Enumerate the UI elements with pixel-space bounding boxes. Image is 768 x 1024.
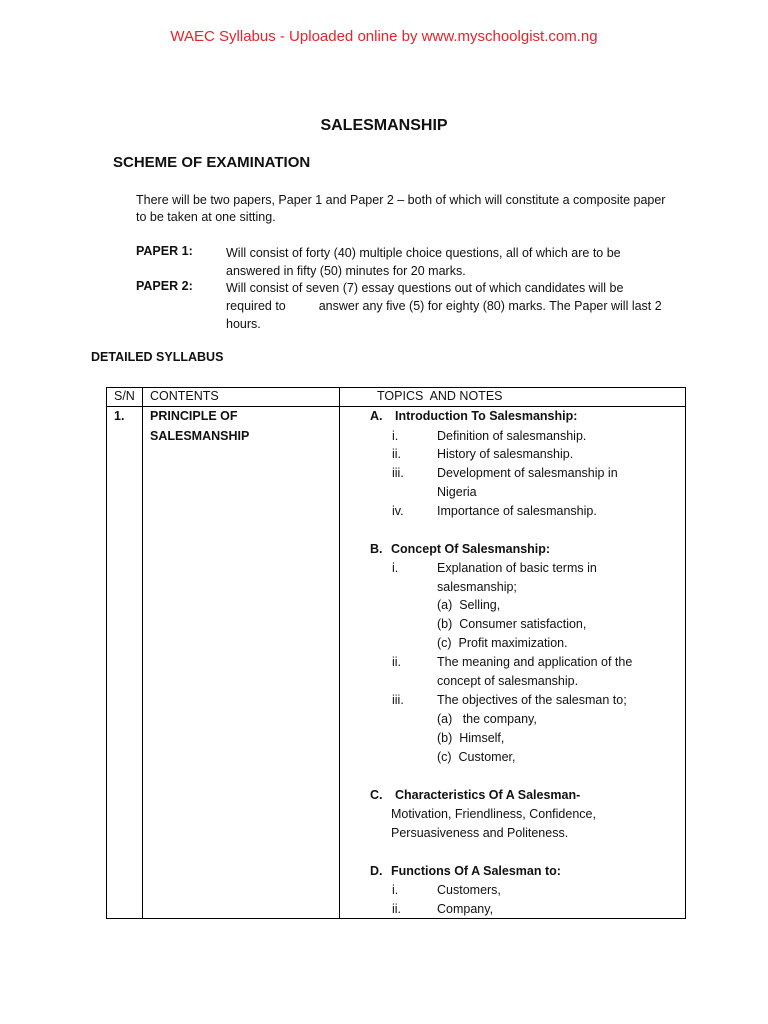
list-num: ii.	[392, 655, 402, 669]
list-item: Development of salesmanship in	[437, 466, 618, 480]
section-c-line: Motivation, Friendliness, Confidence,	[391, 807, 596, 821]
paper2-line-part: required to	[226, 299, 286, 313]
detailed-syllabus-heading: DETAILED SYLLABUS	[91, 350, 224, 364]
sub-item: (c) Profit maximization.	[437, 636, 568, 650]
sub-item: (b) Himself,	[437, 731, 505, 745]
section-d-title: Functions Of A Salesman to:	[391, 864, 561, 878]
paper1-description	[226, 244, 676, 280]
intro-line: to be taken at one sitting.	[136, 210, 276, 224]
sub-item: (c) Customer,	[437, 750, 516, 764]
list-item: Definition of salesmanship.	[437, 429, 587, 443]
list-num: ii.	[392, 447, 402, 461]
list-item: Customers,	[437, 883, 501, 897]
list-num: ii.	[392, 902, 402, 916]
list-num: iii.	[392, 466, 404, 480]
header-sn: S/N	[114, 389, 135, 403]
sub-item: (a) Selling,	[437, 598, 501, 612]
list-item: Explanation of basic terms in	[437, 561, 597, 575]
paper1-line: Will consist of forty (40) multiple choice questions, all of which are to be	[226, 246, 621, 260]
paper2-line: hours.	[226, 317, 261, 331]
page-title: SALESMANSHIP	[320, 117, 448, 134]
paper1-label: PAPER 1:	[136, 244, 193, 258]
section-c-title: Characteristics Of A Salesman-	[395, 788, 581, 802]
section-b-title: Concept Of Salesmanship:	[391, 542, 551, 556]
table-header-divider	[106, 406, 686, 407]
header-topics: TOPICS AND NOTES	[377, 389, 503, 403]
list-item: The meaning and application of the	[437, 655, 633, 669]
section-a-letter: A.	[370, 409, 383, 423]
section-c-letter: C.	[370, 788, 383, 802]
list-item: Company,	[437, 902, 494, 916]
scheme-heading: SCHEME OF EXAMINATION	[113, 154, 311, 171]
list-item: The objectives of the salesman to;	[437, 693, 627, 707]
source-header: WAEC Syllabus - Uploaded online by www.myschoolgist.com.ng	[170, 28, 598, 45]
paper1-line: answered in fifty (50) minutes for 20 marks.	[226, 264, 466, 278]
section-b-letter: B.	[370, 542, 383, 556]
header-contents: CONTENTS	[150, 389, 219, 403]
list-num: iv.	[392, 504, 404, 518]
list-num: i.	[392, 561, 399, 575]
paper2-line: Will consist of seven (7) essay questions out of which candidates will be	[226, 281, 624, 295]
paper2-line	[226, 297, 676, 315]
table-divider	[339, 387, 340, 919]
list-item: concept of salesmanship.	[437, 674, 579, 688]
intro-paragraph	[136, 192, 681, 226]
section-c-line: Persuasiveness and Politeness.	[391, 826, 569, 840]
row-contents-line: PRINCIPLE OF	[150, 409, 238, 423]
row-contents-line: SALESMANSHIP	[150, 429, 250, 443]
section-a-title: Introduction To Salesmanship:	[395, 409, 578, 423]
row-sn: 1.	[114, 409, 125, 423]
list-item: Importance of salesmanship.	[437, 504, 597, 518]
list-num: iii.	[392, 693, 404, 707]
list-num: i.	[392, 883, 399, 897]
list-item: History of salesmanship.	[437, 447, 574, 461]
list-item: Nigeria	[437, 485, 477, 499]
list-num: i.	[392, 429, 399, 443]
paper2-label: PAPER 2:	[136, 279, 193, 293]
paper2-description	[226, 279, 676, 333]
section-d-letter: D.	[370, 864, 383, 878]
sub-item: (b) Consumer satisfaction,	[437, 617, 587, 631]
table-divider	[142, 387, 143, 919]
list-item: salesmanship;	[437, 580, 517, 594]
paper2-line-part: answer any five (5) for eighty (80) marks. The Paper will last 2	[318, 299, 662, 313]
intro-line: There will be two papers, Paper 1 and Paper 2 – both of which will constitute a composite paper	[136, 193, 666, 207]
sub-item: (a) the company,	[437, 712, 537, 726]
